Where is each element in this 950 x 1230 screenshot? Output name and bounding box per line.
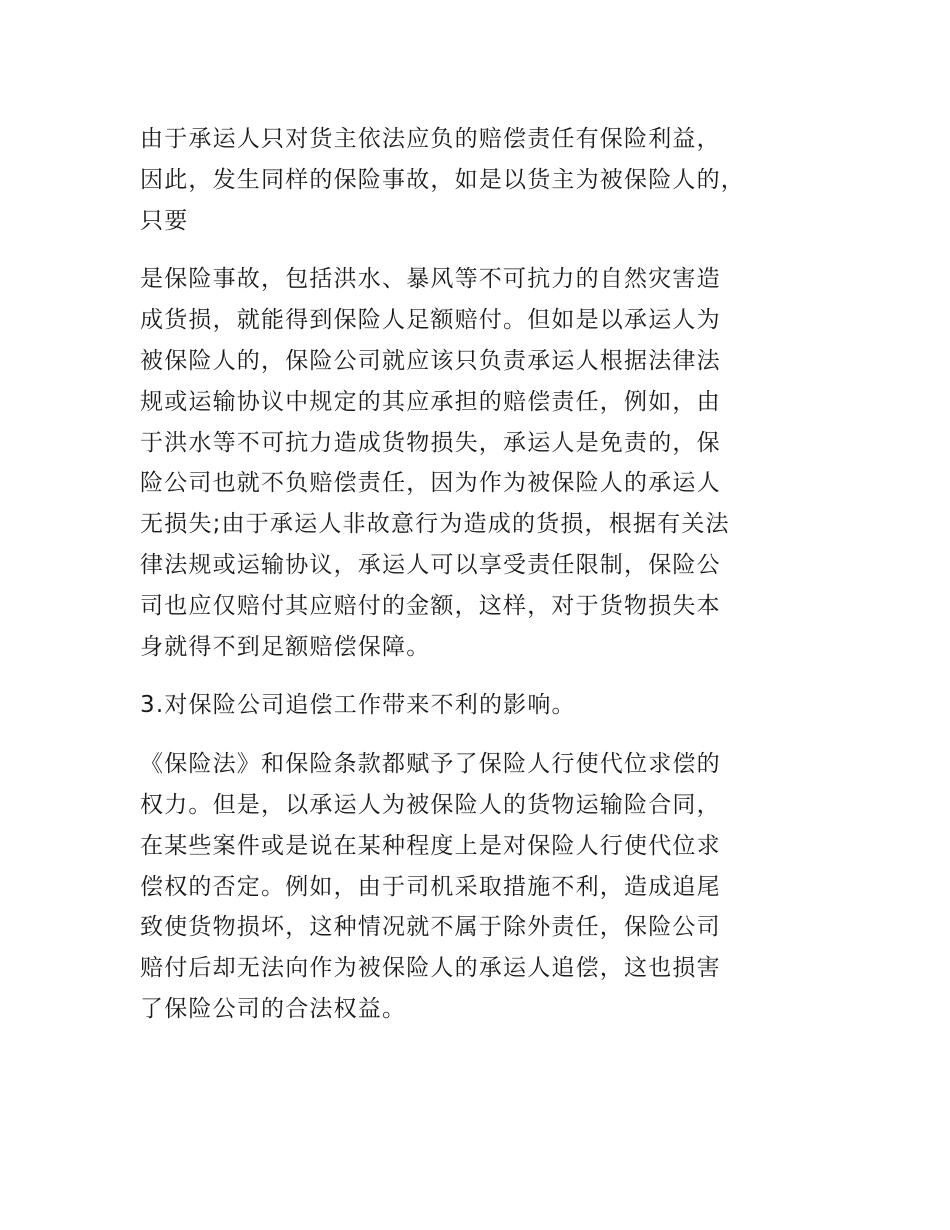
text-line: 于洪水等不可抗力造成货物损失，承运人是免责的，保 — [140, 429, 721, 456]
document-body — [140, 119, 810, 1048]
text-line: 致使货物损坏，这种情况就不属于除外责任，保险公司 — [140, 914, 721, 941]
text-line: 偿权的否定。例如，由于司机采取措施不利，造成追尾 — [140, 873, 721, 900]
text-line: 赔付后却无法向作为被保险人的承运人追偿，这也损害 — [140, 955, 721, 982]
text-line: 权力。但是，以承运人为被保险人的货物运输险合同， — [140, 791, 721, 818]
text-line: 因此，发生同样的保险事故，如是以货主为被保险人的， — [140, 166, 745, 193]
text-line: 了保险公司的合法权益。 — [140, 995, 407, 1022]
text-line: 成货损，就能得到保险人足额赔付。但如是以承运人为 — [140, 307, 721, 334]
text-line: 3.对保险公司追偿工作带来不利的影响。 — [140, 692, 576, 719]
paragraph-2 — [140, 259, 810, 667]
section-heading — [140, 685, 810, 726]
text-line: 规或运输协议中规定的其应承担的赔偿责任，例如，由 — [140, 388, 721, 415]
paragraph-1 — [140, 119, 810, 241]
text-line: 无损失;由于承运人非故意行为造成的货损，根据有关法 — [140, 511, 730, 538]
text-line: 只要 — [140, 207, 189, 234]
paragraph-3 — [140, 744, 810, 1030]
text-line: 司也应仅赔付其应赔付的金额，这样，对于货物损失本 — [140, 592, 721, 619]
text-line: 由于承运人只对货主依法应负的赔偿责任有保险利益， — [140, 126, 721, 152]
text-line: 身就得不到足额赔偿保障。 — [140, 633, 431, 660]
text-line: 律法规或运输协议，承运人可以享受责任限制，保险公 — [140, 551, 721, 578]
text-line: 《保险法》和保险条款都赋予了保险人行使代位求偿的 — [140, 751, 721, 778]
text-line: 被保险人的，保险公司就应该只负责承运人根据法律法 — [140, 347, 721, 374]
text-line: 险公司也就不负赔偿责任，因为作为被保险人的承运人 — [140, 470, 721, 497]
text-line: 在某些案件或是说在某种程度上是对保险人行使代位求 — [140, 832, 721, 859]
text-line: 是保险事故，包括洪水、暴风等不可抗力的自然灾害造 — [140, 266, 721, 293]
